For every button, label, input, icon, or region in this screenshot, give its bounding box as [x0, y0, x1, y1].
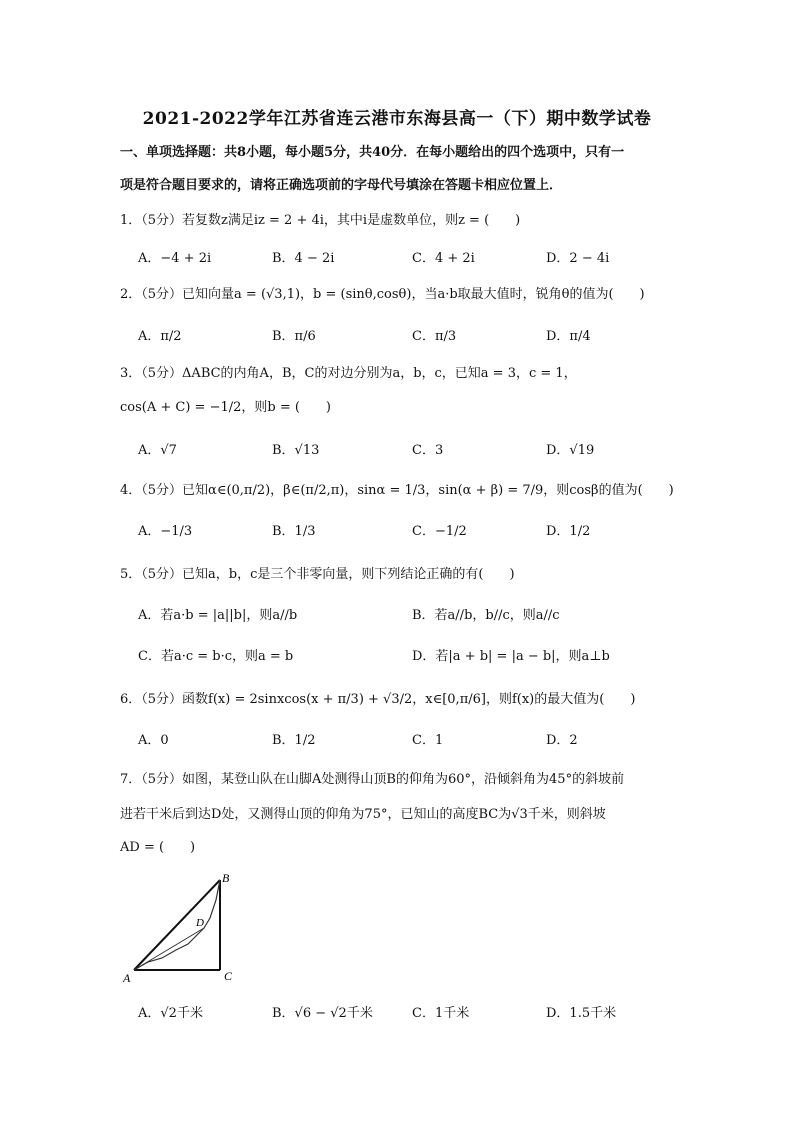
q4-option-c: C．−1/2 — [412, 524, 467, 539]
q5-option-b: B．若a//b，b//c，则a//c — [412, 608, 560, 623]
q1-option-c: C．4 + 2i — [412, 251, 475, 266]
q5-option-a: A．若a·b = |a||b|，则a//b — [138, 608, 298, 623]
q4-option-d: D．1/2 — [546, 524, 591, 539]
q2-option-b: B．π/6 — [272, 329, 316, 344]
q6-option-c: C．1 — [412, 733, 444, 748]
q7-option-d: D．1.5千米 — [546, 1006, 617, 1021]
q3-option-a: A．√7 — [138, 443, 177, 458]
label-c: C — [224, 969, 233, 983]
q5-option-c: C．若a·c = b·c，则a = b — [138, 649, 294, 664]
q2-option-d: D．π/4 — [546, 329, 591, 344]
q3-option-d: D．√19 — [546, 443, 595, 458]
q7-option-c: C．1千米 — [412, 1006, 470, 1021]
q6-option-a: A．0 — [138, 733, 169, 748]
section-instructions-line1: 一、单项选择题：共8小题，每小题5分，共40分．在每小题给出的四个选项中，只有一 — [120, 145, 625, 160]
question-5: 5．（5分）已知a，b，c是三个非零向量，则下列结论正确的有( ) — [120, 567, 515, 582]
question-7-line2: 进若干米后到达D处，又测得山顶的仰角为75°，已知山的高度BC为√3千米，则斜坡 — [120, 807, 606, 822]
q6-option-b: B．1/2 — [272, 733, 316, 748]
q2-option-a: A．π/2 — [138, 329, 182, 344]
q4-option-a: A．−1/3 — [138, 524, 193, 539]
question-3-line2: cos(A + C) = −1/2，则b = ( ) — [120, 400, 332, 415]
q7-option-b: B．√6 − √2千米 — [272, 1006, 373, 1021]
q3-option-c: C．3 — [412, 443, 444, 458]
q1-option-a: A．−4 + 2i — [138, 251, 212, 266]
line-ab — [134, 880, 220, 970]
question-6: 6．（5分）函数f(x) = 2sinxcos(x + π/3) + √3/2，x∈[0,π/6]，则f(x)的最大值为( ) — [120, 692, 636, 707]
q3-option-b: B．√13 — [272, 443, 320, 458]
label-d: D — [196, 917, 204, 929]
section-instructions-line2: 项是符合题目要求的，请将正确选项前的字母代号填涂在答题卡相应位置上． — [120, 178, 563, 193]
q1-option-b: B．4 − 2i — [272, 251, 335, 266]
label-a: A — [123, 971, 131, 985]
question-4: 4．（5分）已知α∈(0,π/2)，β∈(π/2,π)，sinα = 1/3，sin(α + β) = 7/9，则cosβ的值为( ) — [120, 483, 674, 498]
q5-option-d: D．若|a + b| = |a − b|，则a⊥b — [412, 649, 610, 664]
q6-option-d: D．2 — [546, 733, 578, 748]
page-title: 2021-2022学年江苏省连云港市东海县高一（下）期中数学试卷 — [142, 109, 652, 129]
mountain-slope-figure — [118, 870, 248, 990]
q1-option-d: D．2 − 4i — [546, 251, 610, 266]
q7-option-a: A．√2千米 — [138, 1006, 203, 1021]
label-b: B — [222, 871, 230, 885]
question-3-line1: 3．（5分）ΔABC的内角A，B，C的对边分别为a，b，c，已知a = 3，c = 1， — [120, 366, 577, 381]
question-7-line1: 7．（5分）如图，某登山队在山脚A处测得山顶B的仰角为60°，沿倾斜角为45°的斜坡前 — [120, 772, 625, 787]
question-7-line3: AD = ( ) — [120, 840, 196, 855]
q4-option-b: B．1/3 — [272, 524, 316, 539]
question-1: 1．（5分）若复数z满足iz = 2 + 4i，其中i是虚数单位，则z = ( ) — [120, 213, 521, 228]
q2-option-c: C．π/3 — [412, 329, 457, 344]
question-2: 2．（5分）已知向量a = (√3,1)，b = (sinθ,cosθ)，当a·b取最大值时，锐角θ的值为( ) — [120, 287, 645, 302]
